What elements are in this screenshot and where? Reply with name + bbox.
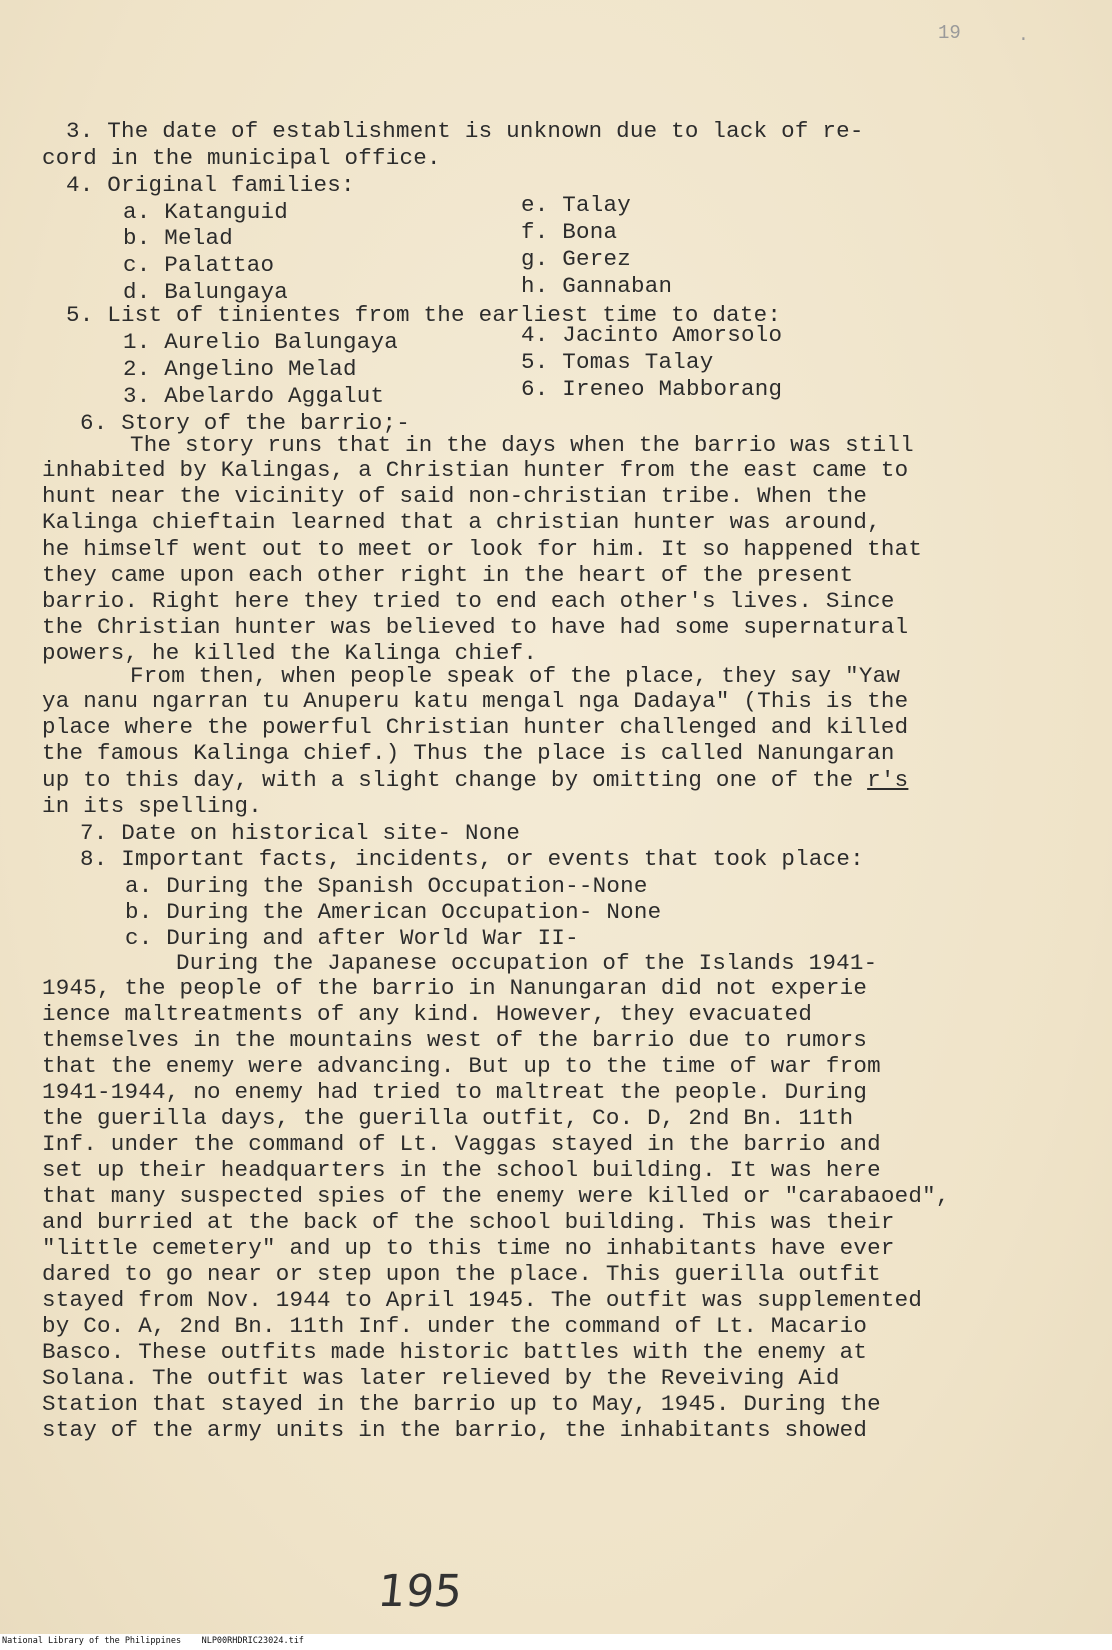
underlined-rs: r's [867, 767, 909, 793]
item-5-heading: 5. List of tinientes from the earliest time to date: [66, 302, 782, 328]
war-line-10: that many suspected spies of the enemy were killed or "carabaoed", [42, 1183, 950, 1209]
war-line-13: dared to go near or step upon the place. This guerilla outfit [42, 1261, 881, 1287]
teniente-3: 3. Abelardo Aggalut [123, 383, 385, 409]
story-line-1: The story runs that in the days when the barrio was still [130, 432, 914, 458]
teniente-6: 6. Ireneo Mabborang [521, 376, 783, 402]
story-line-13: the famous Kalinga chief.) Thus the place is called Nanungaran [42, 740, 895, 766]
item-6-heading: 6. Story of the barrio;- [80, 410, 411, 436]
story-line-11: ya nanu ngarran tu Anuperu katu mengal nga Dadaya" (This is the [42, 688, 909, 714]
item-8-heading: 8. Important facts, incidents, or events that took place: [80, 846, 864, 872]
story-line-15: in its spelling. [42, 793, 263, 819]
war-line-4: themselves in the mountains west of the barrio due to rumors [42, 1027, 868, 1053]
war-line-18: Station that stayed in the barrio up to May, 1945. During the [42, 1391, 881, 1417]
family-c: c. Palattao [123, 252, 275, 278]
family-a: a. Katanguid [123, 199, 289, 225]
teniente-2: 2. Angelino Melad [123, 356, 357, 382]
story-line-4: Kalinga chieftain learned that a christian hunter was around, [42, 509, 881, 535]
story-line-10: From then, when people speak of the place, they say "Yaw [130, 663, 901, 689]
teniente-5: 5. Tomas Talay [521, 349, 714, 375]
handwritten-page-number: 195 [375, 1566, 465, 1617]
page-number-dot: . [1018, 26, 1029, 46]
item-8b: b. During the American Occupation- None [125, 899, 662, 925]
page-number-top: 19 [938, 22, 961, 44]
item-4-heading: 4. Original families: [66, 172, 355, 198]
story-line-6: they came upon each other right in the heart of the present [42, 562, 854, 588]
war-line-7: the guerilla days, the guerilla outfit, Co. D, 2nd Bn. 11th [42, 1105, 854, 1131]
war-line-2: 1945, the people of the barrio in Nanungaran did not experie [42, 975, 868, 1001]
war-line-17: Solana. The outfit was later relieved by the Reveiving Aid [42, 1365, 840, 1391]
story-line-7: barrio. Right here they tried to end each other's lives. Since [42, 588, 895, 614]
war-line-1: During the Japanese occupation of the Islands 1941- [176, 950, 878, 976]
family-d: d. Balungaya [123, 279, 289, 305]
story-line-3: hunt near the vicinity of said non-christian tribe. When the [42, 483, 868, 509]
war-line-11: and burried at the back of the school building. This was their [42, 1209, 895, 1235]
story-line-9: powers, he killed the Kalinga chief. [42, 640, 538, 666]
teniente-4: 4. Jacinto Amorsolo [521, 322, 783, 348]
story-line-12: place where the powerful Christian hunter challenged and killed [42, 714, 909, 740]
war-line-14: stayed from Nov. 1944 to April 1945. The outfit was supplemented [42, 1287, 923, 1313]
story-line-5: he himself went out to meet or look for him. It so happened that [42, 536, 923, 562]
war-line-19: stay of the army units in the barrio, the inhabitants showed [42, 1417, 868, 1443]
item-7: 7. Date on historical site- None [80, 820, 521, 846]
family-h: h. Gannaban [521, 273, 673, 299]
teniente-1: 1. Aurelio Balungaya [123, 329, 399, 355]
item-3-line-2: cord in the municipal office. [42, 145, 441, 171]
war-line-6: 1941-1944, no enemy had tried to maltreat the people. During [42, 1079, 868, 1105]
war-line-15: by Co. A, 2nd Bn. 11th Inf. under the command of Lt. Macario [42, 1313, 868, 1339]
war-line-3: ience maltreatments of any kind. However, they evacuated [42, 1001, 813, 1027]
war-line-16: Basco. These outfits made historic battles with the enemy at [42, 1339, 868, 1365]
war-line-12: "little cemetery" and up to this time no inhabitants have ever [42, 1235, 895, 1261]
item-8c: c. During and after World War II- [125, 925, 579, 951]
archive-footer: National Library of the Philippines NLP00RHDRIC23024.tif [2, 1636, 304, 1646]
story-line-14-text: up to this day, with a slight change by omitting one of the [42, 767, 868, 793]
story-line-8: the Christian hunter was believed to have had some supernatural [42, 614, 909, 640]
family-b: b. Melad [123, 225, 234, 251]
war-line-9: set up their headquarters in the school building. It was here [42, 1157, 881, 1183]
war-line-5: that the enemy were advancing. But up to the time of war from [42, 1053, 881, 1079]
story-line-14 [42, 767, 908, 794]
item-8a: a. During the Spanish Occupation--None [125, 873, 648, 899]
war-line-8: Inf. under the command of Lt. Vaggas stayed in the barrio and [42, 1131, 881, 1157]
story-line-2: inhabited by Kalingas, a Christian hunter from the east came to [42, 457, 909, 483]
family-e: e. Talay [521, 192, 632, 218]
family-f: f. Bona [521, 219, 618, 245]
family-g: g. Gerez [521, 246, 632, 272]
item-3-line-1: 3. The date of establishment is unknown due to lack of re- [66, 118, 864, 144]
